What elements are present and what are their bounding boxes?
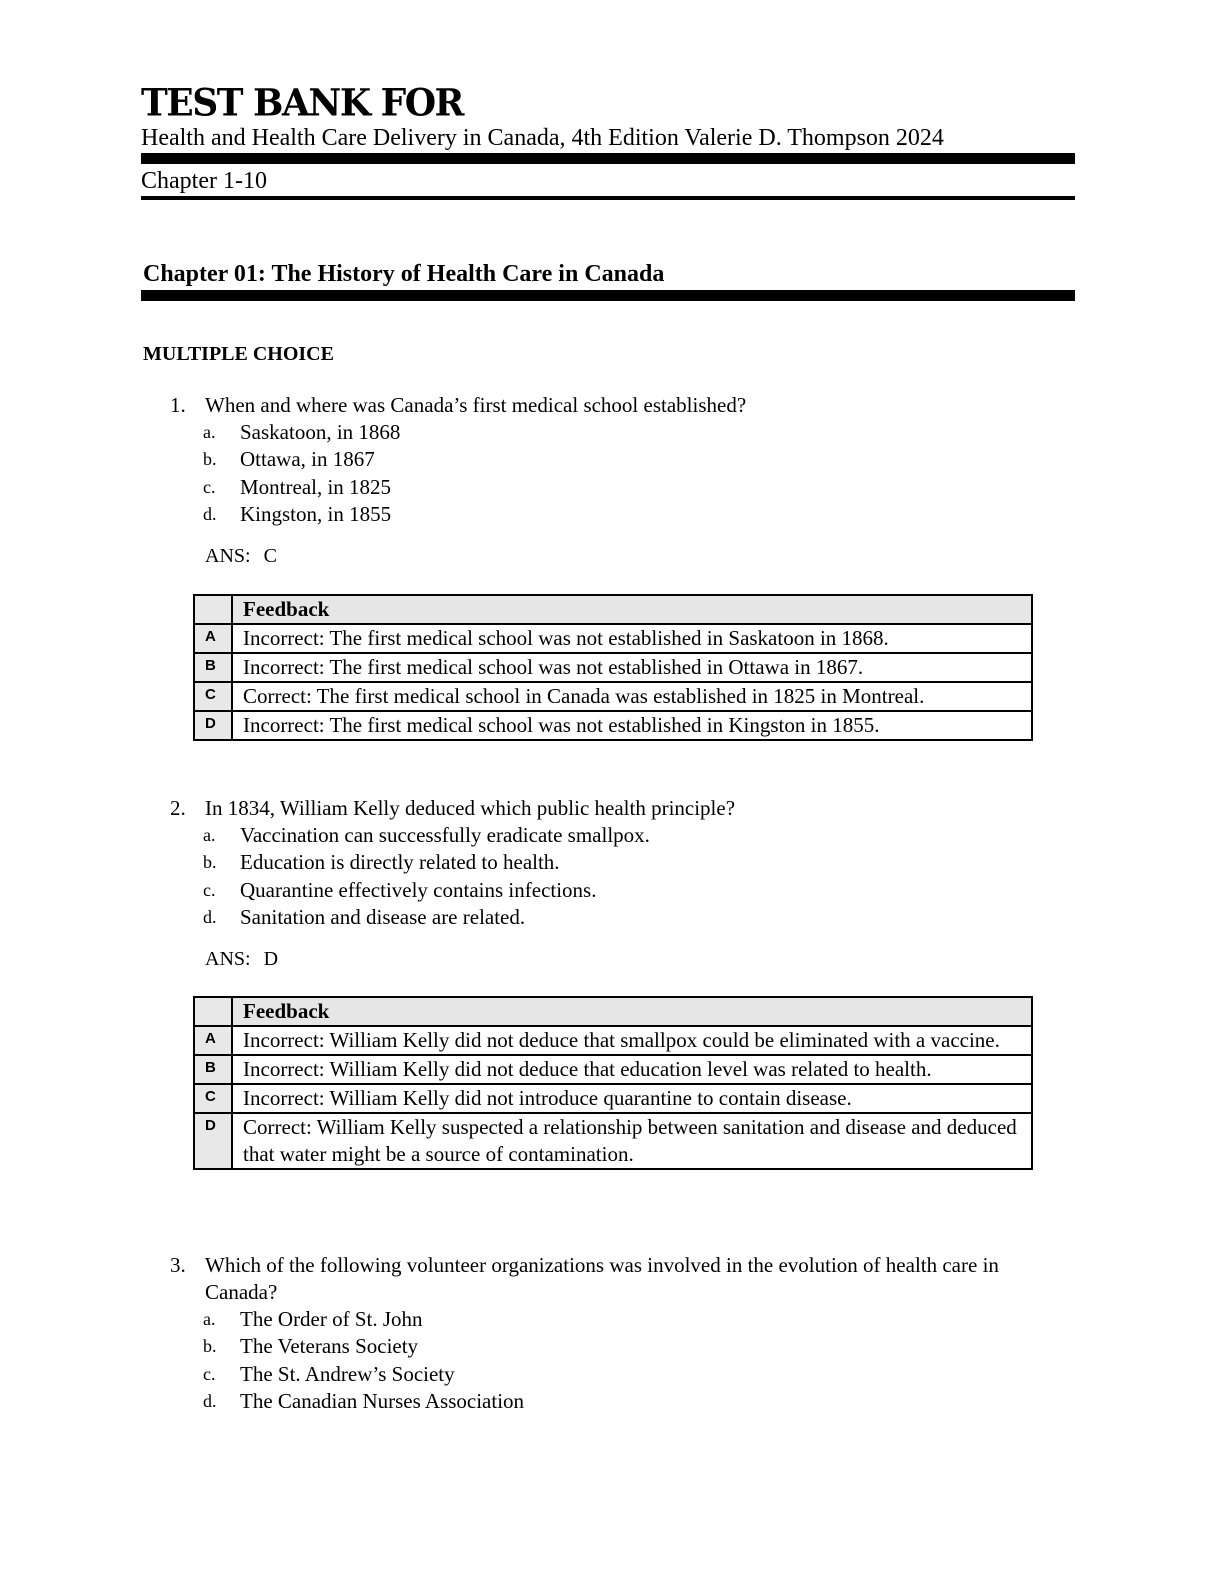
feedback-row: [194, 682, 1032, 711]
option-list: [141, 419, 1075, 528]
feedback-row: [194, 624, 1032, 653]
answer-value: C: [263, 545, 277, 568]
option-list: [141, 822, 1075, 931]
feedback-header-blank: [194, 595, 232, 624]
feedback-table: [193, 996, 1033, 1170]
divider-rule: [141, 153, 1075, 164]
feedback-text: Incorrect: William Kelly did not deduce that education level was related to health.: [232, 1055, 1032, 1084]
option-text: The St. Andrew’s Society: [240, 1361, 455, 1386]
question-2: [141, 795, 1075, 971]
feedback-header: Feedback: [232, 997, 1032, 1026]
answer-line: [141, 544, 1075, 568]
question-3: [141, 1252, 1075, 1415]
option-text: The Canadian Nurses Association: [240, 1388, 525, 1413]
option-text: Vaccination can successfully eradicate smallpox.: [240, 823, 650, 847]
feedback-letter: A: [194, 624, 232, 653]
option-text: The Order of St. John: [240, 1307, 423, 1331]
question-text: When and where was Canada’s first medical school established?: [205, 393, 747, 417]
option-letter: a.: [203, 825, 216, 845]
feedback-text: Incorrect: The first medical school was not established in Ottawa in 1867.: [232, 653, 1032, 682]
option-text: Education is directly related to health.: [240, 850, 560, 875]
option: [141, 849, 1075, 876]
option: [141, 1333, 1075, 1360]
feedback-letter: C: [194, 1084, 232, 1113]
feedback-header-blank: [194, 997, 232, 1026]
option: [141, 419, 1075, 446]
feedback-header: Feedback: [232, 595, 1032, 624]
divider-rule: [141, 290, 1075, 301]
option-text: Kingston, in 1855: [240, 501, 392, 526]
option-letter: d.: [203, 503, 217, 524]
option-letter: b.: [203, 852, 217, 873]
question-stem: [141, 795, 1045, 822]
answer-label: ANS:: [205, 948, 251, 971]
option: [141, 501, 1075, 528]
option-text: Quarantine effectively contains infections.: [240, 877, 597, 902]
answer-line: [141, 947, 1075, 971]
section-heading: MULTIPLE CHOICE: [143, 343, 334, 365]
answer-label: ANS:: [205, 545, 251, 568]
option-letter: d.: [203, 906, 217, 927]
feedback-header-row: [194, 997, 1032, 1026]
question-text: In 1834, William Kelly deduced which public health principle?: [205, 796, 736, 820]
option-letter: a.: [203, 422, 216, 442]
answer-value: D: [263, 948, 279, 971]
feedback-row: [194, 653, 1032, 682]
option-letter: c.: [203, 879, 216, 900]
feedback-letter: C: [194, 682, 232, 711]
feedback-text: Correct: William Kelly suspected a relationship between sanitation and disease and deduced that water might be a source of contamination.: [232, 1113, 1032, 1169]
feedback-letter: D: [194, 1113, 232, 1169]
option-text: Montreal, in 1825: [240, 474, 392, 499]
option: [141, 446, 1075, 473]
option: [141, 1306, 1075, 1333]
option-letter: b.: [203, 449, 217, 470]
feedback-row: [194, 1113, 1032, 1169]
option-text: Sanitation and disease are related.: [240, 904, 526, 929]
option: [141, 474, 1075, 501]
feedback-row: [194, 1084, 1032, 1113]
option-text: The Veterans Society: [240, 1334, 419, 1359]
question-number: 3.: [170, 1253, 186, 1277]
chapter-range: Chapter 1-10: [141, 168, 267, 194]
option-text: Saskatoon, in 1868: [240, 420, 401, 444]
question-number: 2.: [170, 796, 186, 820]
question-stem: [141, 392, 1045, 419]
option-text: Ottawa, in 1867: [240, 447, 375, 472]
option-list: [141, 1306, 1075, 1415]
option: [141, 877, 1075, 904]
option-letter: d.: [203, 1390, 217, 1411]
question-1: [141, 392, 1075, 568]
feedback-row: [194, 1026, 1032, 1055]
divider-rule: [141, 196, 1075, 200]
option: [141, 904, 1075, 931]
feedback-letter: D: [194, 711, 232, 740]
feedback-row: [194, 1055, 1032, 1084]
feedback-text: Incorrect: The first medical school was not established in Saskatoon in 1868.: [232, 624, 1032, 653]
feedback-header-row: [194, 595, 1032, 624]
feedback-row: [194, 711, 1032, 740]
test-bank-title: TEST BANK FOR: [141, 80, 463, 126]
option-letter: c.: [203, 1363, 216, 1384]
option-letter: c.: [203, 476, 216, 497]
feedback-text: Incorrect: The first medical school was not established in Kingston in 1855.: [232, 711, 1032, 740]
feedback-text: Incorrect: William Kelly did not deduce that smallpox could be eliminated with a vaccine.: [232, 1026, 1032, 1055]
option: [141, 1388, 1075, 1415]
book-subtitle: Health and Health Care Delivery in Canada, 4th Edition Valerie D. Thompson 2024: [141, 125, 944, 151]
chapter-heading: Chapter 01: The History of Health Care in Canada: [143, 261, 665, 287]
question-text: Which of the following volunteer organizations was involved in the evolution of health care in Canada?: [205, 1253, 999, 1304]
feedback-table: [193, 594, 1033, 741]
question-number: 1.: [170, 393, 186, 417]
feedback-letter: B: [194, 1055, 232, 1084]
feedback-letter: A: [194, 1026, 232, 1055]
option-letter: b.: [203, 1336, 217, 1357]
option: [141, 1361, 1075, 1388]
option-letter: a.: [203, 1309, 216, 1329]
feedback-text: Correct: The first medical school in Canada was established in 1825 in Montreal.: [232, 682, 1032, 711]
feedback-letter: B: [194, 653, 232, 682]
question-stem: [141, 1252, 1045, 1306]
option: [141, 822, 1075, 849]
feedback-text: Incorrect: William Kelly did not introduce quarantine to contain disease.: [232, 1084, 1032, 1113]
